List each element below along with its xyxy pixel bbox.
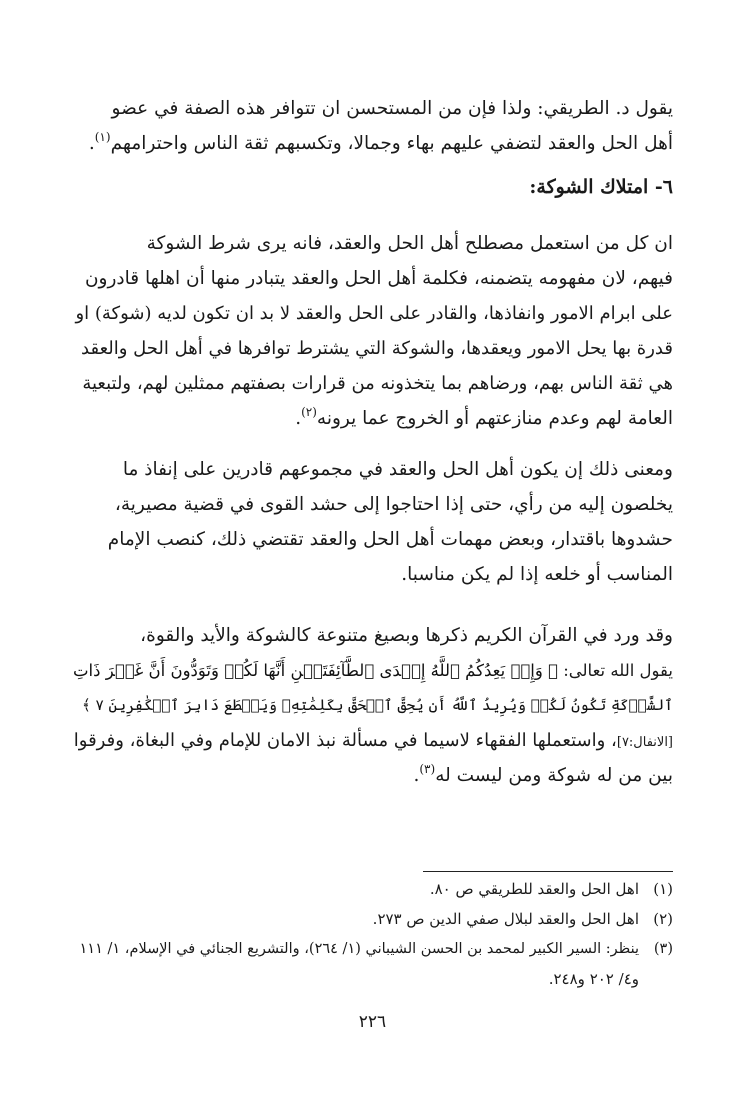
period: . bbox=[88, 133, 95, 154]
text-segment: بين من له شوكة ومن ليست له bbox=[435, 765, 673, 786]
verse-reference: [الانفال:٧] bbox=[616, 735, 673, 750]
footnote-text: اهل الحل والعقد لبلال صفي الدين ص ٢٧٣. bbox=[372, 910, 639, 928]
text-line: ان كل من استعمل مصطلح أهل الحل والعقد، فانه يرى شرط الشوكة bbox=[146, 233, 673, 254]
text-line bbox=[72, 688, 673, 723]
footnote-number: (١) bbox=[653, 880, 673, 898]
period: . bbox=[413, 765, 420, 786]
text-line: على ابرام الامور وانفاذها، والقادر على الحل والعقد لا بد ان تكون لديه (شوكة) او bbox=[75, 303, 673, 324]
paragraph-4 bbox=[72, 618, 673, 793]
text-line: يقول د. الطريقي: ولذا فإن من المستحسن ان تتوافر هذه الصفة في عضو bbox=[111, 98, 673, 119]
text-line bbox=[72, 758, 673, 793]
paragraph-3 bbox=[72, 452, 673, 592]
text-segment: العامة لهم وعدم منازعتهم أو الخروج عما يرونه bbox=[316, 408, 673, 429]
text-line bbox=[72, 723, 673, 758]
text-line bbox=[72, 126, 673, 161]
text-line: هي ثقة الناس بهم، ورضاهم بما يتخذونه من قرارات بصفتهم ممثلين لهم، ولتبعية bbox=[82, 373, 673, 394]
text-segment: أهل الحل والعقد لتضفي عليهم بهاء وجمالا، وتكسبهم ثقة الناس واحترامهم bbox=[110, 133, 673, 154]
footnote-continuation: و٤/ ٢٠٢ و٢٤٨. bbox=[548, 970, 639, 988]
footnote-text: اهل الحل والعقد للطريقي ص ٨٠. bbox=[429, 880, 639, 898]
footnote-marker[interactable]: (١) bbox=[94, 130, 111, 144]
section-heading: ٦- امتلاك الشوكة: bbox=[529, 176, 673, 198]
text-line bbox=[72, 401, 673, 436]
footnotes bbox=[72, 874, 673, 994]
footnote-number: (٢) bbox=[653, 910, 673, 928]
text-line: يخلصون إليه من رأي، حتى إذا احتاجوا إلى حشد القوى في قضية مصيرية، bbox=[114, 494, 673, 515]
footnote-divider bbox=[423, 871, 673, 872]
footnote-number: (٣) bbox=[653, 941, 673, 957]
text-line: وقد ورد في القرآن الكريم ذكرها وبصيغ متنوعة كالشوكة والأيد والقوة، bbox=[140, 625, 673, 646]
paragraph-2 bbox=[72, 226, 673, 436]
footnote-text: ينظر: السير الكبير لمحمد بن الحسن الشيباني (١/ ٢٦٤)، والتشريع الجنائي في الإسلام، ١/ ١١١ bbox=[79, 941, 639, 957]
text-line bbox=[72, 653, 673, 688]
text-line: قدرة بها يحل الامور ويعقدها، والشوكة التي يشترط توافرها في أهل الحل والعقد bbox=[81, 338, 673, 359]
paragraph-1 bbox=[72, 91, 673, 161]
footnote-item bbox=[72, 874, 673, 904]
footnote-marker[interactable]: (٣) bbox=[419, 762, 436, 776]
footnote-item bbox=[72, 904, 673, 934]
quran-verse-line: ٱلشَّوۡكَةِ تَكُونُ لَكُمۡ وَيُرِيدُ ٱللَّهُ أَن يُحِقَّ ٱلۡحَقَّ بِكَلِمَٰتِهِۦ وَيَقۡطَعَ دَابِرَ ٱلۡكَٰفِرِينَ ٧ ﴾ bbox=[82, 696, 673, 714]
text-line: فيهم، لان مفهومه يتضمنه، فكلمة أهل الحل والعقد يتبادر منها أن اهلها قادرون bbox=[84, 268, 673, 289]
text-line: ومعنى ذلك إن يكون أهل الحل والعقد في مجموعهم قادرين على إنفاذ ما bbox=[122, 459, 673, 480]
footnote-item bbox=[72, 934, 673, 964]
text-line: حشدوها باقتدار، وبعض مهمات أهل الحل والعقد تقتضي ذلك، كنصب الإمام bbox=[107, 529, 673, 550]
quran-verse-line: ﴿ وَإِذۡ يَعِدُكُمُ ٱللَّهُ إِحۡدَى ٱلطَّآئِفَتَيۡنِ أَنَّهَا لَكُمۡ وَتَوَدُّونَ أَنَّ غَيۡرَ ذَاتِ bbox=[73, 661, 558, 680]
footnote-marker[interactable]: (٢) bbox=[301, 405, 317, 419]
page-number: ٢٢٦ bbox=[358, 1012, 387, 1032]
text-line: المناسب أو خلعه إذا لم يكن مناسبا. bbox=[401, 564, 673, 585]
text-segment: ، واستعملها الفقهاء لاسيما في مسألة نبذ الامان للإمام وفي البغاة، وفرقوا bbox=[73, 730, 617, 751]
text-segment: يقول الله تعالى: bbox=[563, 661, 673, 680]
period: . bbox=[295, 408, 302, 429]
